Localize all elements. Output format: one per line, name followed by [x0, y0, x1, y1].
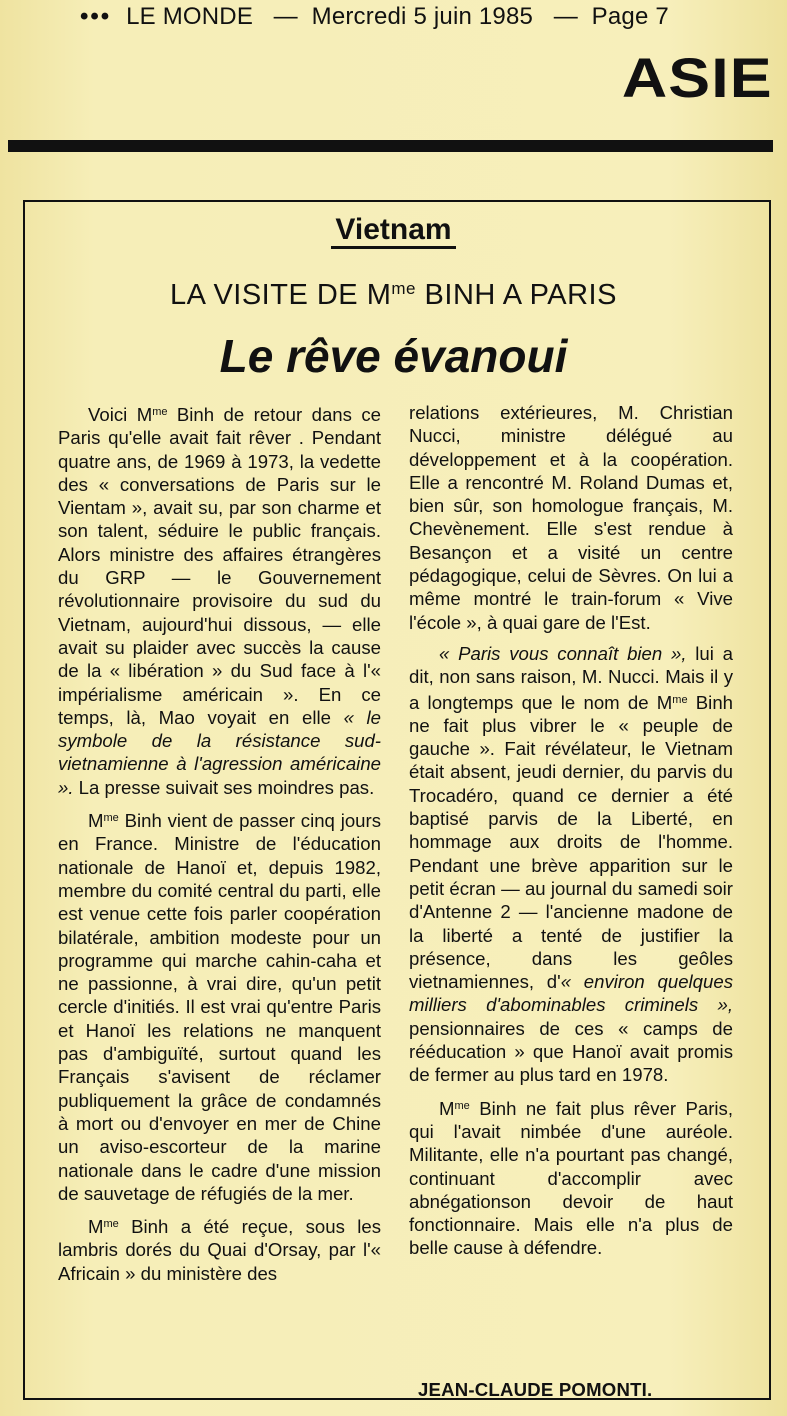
- paragraph: [409, 1095, 733, 1260]
- article-column-right: [409, 401, 733, 1260]
- page-number: Page 7: [591, 3, 669, 30]
- text-sup: me: [152, 406, 168, 418]
- text-run: Binh ne fait plus vibrer le « peuple de gauche ». Fait révélateur, le Vietnam était absent, jeudi dernier, du parvis du Trocadéro, quand ce dernier a été baptisé parvis de la Liberté, en hommage aux droits de l'homme. Pendant une brève apparition sur le petit écran — au journal du samedi soir d'Antenne 2 — l'ancienne madone de la liberté a tenté de justifier la présence, dans les geôles vietnamiennes, d': [409, 691, 733, 993]
- subtitle-pre: LA VISITE DE M: [170, 279, 392, 311]
- header-separator: —: [273, 3, 298, 30]
- text-sup: me: [672, 693, 688, 706]
- text-run: Binh ne fait plus rêver Paris, qui l'avait nimbée d'une auréole. Militante, elle n'a pourtant pas changé, continuant d'accomplir avec abnégationson devoir de haut fonctionnaire. Mais elle n'a plus de belle cause à défendre.: [409, 1097, 733, 1259]
- paragraph: relations extérieures, M. Christian Nucci, ministre délégué au développement et à la coopération. Elle a rencontré M. Roland Dumas et, bien sûr, son homologue français, M. Chevènement. Elle s'est rendue à Besançon et a visité un centre pédagogique, celui de Sèvres. On lui a même montré le train-forum « Vive l'école », à quai gare de l'Est.: [409, 402, 733, 633]
- quote-italic: « environ quelques milliers d'abominables criminels »,: [409, 971, 733, 1016]
- paragraph: [58, 401, 381, 799]
- issue-date: Mercredi 5 juin 1985: [311, 3, 534, 30]
- text-run: M: [88, 1216, 104, 1238]
- text-run: M: [88, 810, 104, 832]
- text-sup: me: [103, 1218, 119, 1231]
- text-run: lui a dit, non sans raison, M. Nucci. Mais il y a longtemps que le nom de M: [409, 642, 733, 713]
- header-separator: —: [553, 3, 578, 30]
- text-run: pensionnaires de ces « camps de rééducation » que Hanoï avait promis de fermer au plus tard en 1978.: [409, 1017, 733, 1086]
- newspaper-name: LE MONDE: [126, 3, 254, 30]
- quote-italic: « Paris vous connaît bien »,: [439, 642, 687, 664]
- text-run: La presse suivait ses moindres pas.: [73, 776, 375, 798]
- paragraph: [409, 642, 733, 1087]
- section-title: ASIE: [622, 46, 773, 109]
- article-column-left: [58, 401, 381, 1285]
- subtitle-sup: me: [391, 279, 416, 298]
- text-run: Binh a été reçue, sous les lambris dorés du Quai d'Orsay, par l'« Africain » du ministère des: [58, 1216, 381, 1284]
- text-run: Binh vient de passer cinq jours en France. Ministre de l'éducation nationale de Hanoï et, depuis 1982, membre du comité central du parti, elle est venue cette fois parler coopération bilatérale, ambition modeste pour un programme qui marche cahin-caha et ne passionne, à vrai dire, qu'un petit cercle d'initiés. Il est vrai qu'entre Paris et Hanoï les relations ne manquent pas d'ambiguïté, surtout quand les Français s'avisent de réclamer publiquement la grâce de condamnés à mort ou d'envoyer en mer de Chine un aviso-escorteur de la marine nationale dans le cadre d'une mission de sauvetage de réfugiés de la mer.: [58, 810, 381, 1204]
- section-rule: [8, 140, 773, 152]
- text-run: Binh de retour dans ce Paris qu'elle avait fait rêver . Pendant quatre ans, de 1969 à 1973, la vedette des « conversations de Paris sur le Vientam », avait su, par son charme et son talent, séduire le public français. Alors ministre des affaires étrangères du GRP — le Gouvernement révolutionnaire provisoire du sud du Vietnam, aujourd'hui dissous, — elle avait su plaider avec succès la cause de la « libération » du Sud face à l'« impérialisme américain ». En ce temps, là, Mao voyait en elle: [58, 404, 381, 728]
- header-dots: •••: [80, 3, 112, 30]
- text-run: M: [439, 1097, 455, 1119]
- text-sup: me: [103, 812, 119, 825]
- text-run: Voici M: [88, 404, 153, 425]
- subtitle-post: BINH A PARIS: [415, 279, 617, 311]
- article-kicker: [0, 213, 787, 247]
- page-header: [80, 4, 780, 30]
- paragraph: [58, 807, 381, 1205]
- article-headline: Le rêve évanoui: [219, 330, 568, 382]
- article-subtitle: [0, 272, 787, 312]
- kicker-text: Vietnam: [331, 213, 455, 249]
- paragraph: [58, 1213, 381, 1285]
- text-sup: me: [454, 1099, 470, 1112]
- author-signature: JEAN-CLAUDE POMONTI.: [418, 1379, 653, 1400]
- quote-italic: « le symbole de la résistance sud-vietnamienne à l'agression américaine ».: [58, 706, 381, 798]
